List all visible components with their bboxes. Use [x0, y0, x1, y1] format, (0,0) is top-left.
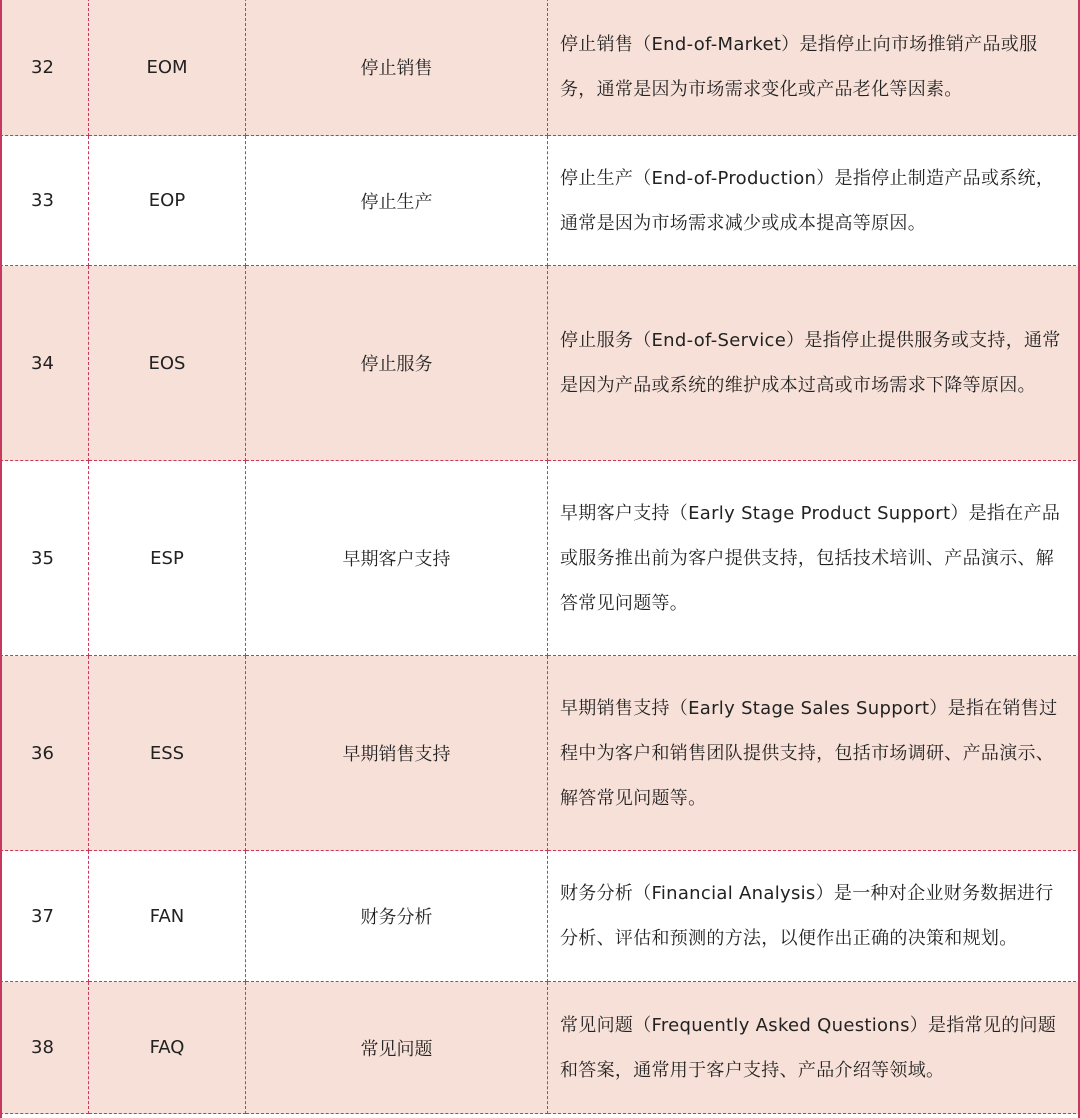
abbreviation-cell: ESP: [89, 461, 246, 656]
description-cell: 早期销售支持（Early Stage Sales Support）是指在销售过程中为客户和销售团队提供支持，包括市场调研、产品演示、解答常见问题等。: [548, 656, 1080, 851]
row-number: 33: [31, 190, 54, 211]
row-number: 37: [31, 905, 54, 927]
description-cell: 停止服务（End-of-Service）是指停止提供服务或支持，通常是因为产品或系统的维护成本过高或市场需求下降等原因。: [548, 266, 1080, 461]
row-number-cell: [1, 461, 89, 656]
table-row: [1, 461, 1080, 656]
term-cell: 早期销售支持: [246, 656, 548, 851]
term-cell: 停止服务: [246, 266, 548, 461]
description-cell: 常见问题（Frequently Asked Questions）是指常见的问题和答案，通常用于客户支持、产品介绍等领域。: [548, 982, 1080, 1114]
table-row: [1, 982, 1080, 1114]
row-number-cell: [1, 982, 89, 1114]
row-number: 38: [31, 1037, 54, 1058]
term-cell: 停止生产: [246, 136, 548, 266]
term-cell: 停止销售: [246, 0, 548, 136]
row-number-cell: [1, 0, 89, 136]
row-number: 35: [31, 547, 54, 569]
description-cell: 财务分析（Financial Analysis）是一种对企业财务数据进行分析、评估和预测的方法，以便作出正确的决策和规划。: [548, 851, 1080, 982]
row-number-cell: [1, 136, 89, 266]
row-number: 36: [31, 742, 54, 764]
description-cell: 停止生产（End-of-Production）是指停止制造产品或系统，通常是因为市场需求减少或成本提高等原因。: [548, 136, 1080, 266]
row-number-cell: [1, 266, 89, 461]
abbreviation-cell: EOM: [89, 0, 246, 136]
row-number: 34: [31, 352, 54, 374]
table-row: [1, 0, 1080, 136]
abbreviation-cell: FAN: [89, 851, 246, 982]
table-row: [1, 851, 1080, 982]
abbreviation-cell: EOS: [89, 266, 246, 461]
description-cell: 早期客户支持（Early Stage Product Support）是指在产品或服务推出前为客户提供支持，包括技术培训、产品演示、解答常见问题等。: [548, 461, 1080, 656]
table-row: [1, 656, 1080, 851]
table-row: [1, 136, 1080, 266]
table-row: [1, 266, 1080, 461]
term-cell: 财务分析: [246, 851, 548, 982]
description-cell: 停止销售（End-of-Market）是指停止向市场推销产品或服务，通常是因为市场需求变化或产品老化等因素。: [548, 0, 1080, 136]
table-outer-border-left: [0, 0, 2, 1118]
abbreviation-cell: EOP: [89, 136, 246, 266]
row-number-cell: [1, 851, 89, 982]
term-cell: 常见问题: [246, 982, 548, 1114]
row-number: 32: [31, 56, 54, 78]
row-number-cell: [1, 656, 89, 851]
abbreviation-cell: ESS: [89, 656, 246, 851]
term-cell: 早期客户支持: [246, 461, 548, 656]
abbreviation-cell: FAQ: [89, 982, 246, 1114]
